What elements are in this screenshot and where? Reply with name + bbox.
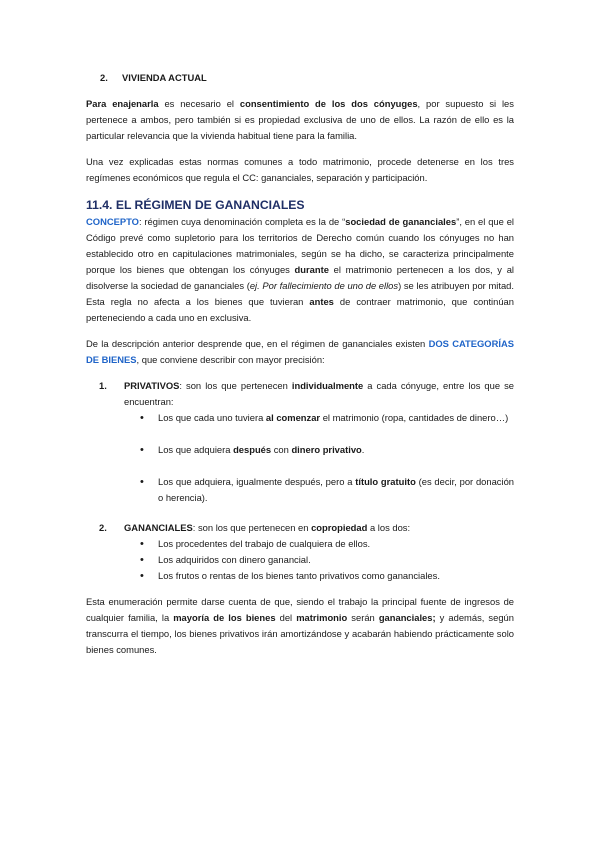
text-run: De la descripción anterior desprende que, en el régimen de gananciales existen xyxy=(86,338,429,349)
text-run: a cada cónyuge, entre los que se encuentran: xyxy=(124,380,514,407)
bullet-item: • Los frutos o rentas de los bienes tanto privativos como gananciales. xyxy=(140,568,514,584)
text-run: , por supuesto si les pertenece a ambos, pero también si es propiedad exclusiva de uno de ellos. La razón de ello es la particular relevancia que la vivienda habitual tiene para la familia. xyxy=(86,98,514,141)
text-run: Esta enumeración permite darse cuenta de que, siendo el trabajo la principal fuente de ingresos de cualquier familia, la xyxy=(86,596,514,623)
bold-text: matrimonio xyxy=(296,612,348,623)
text-run: : régimen cuya denominación completa es la de “ xyxy=(138,216,346,227)
bold-text: después xyxy=(233,444,272,455)
categorias-label: DOS CATEGORÍAS DE BIENES xyxy=(86,338,514,365)
bold-text: gananciales; xyxy=(378,612,436,623)
text-run: . xyxy=(361,444,365,455)
bullet-item: • Los procedentes del trabajo de cualquiera de ellos. xyxy=(140,536,514,552)
text-run: es necesario el xyxy=(158,98,240,109)
list-number: 2. xyxy=(99,522,107,533)
text-run: el matrimonio (ropa, cantidades de dinero…) xyxy=(320,412,509,423)
text-run: de contraer matrimonio, que continúan perteneciendo a cada uno en exclusiva. xyxy=(86,296,514,323)
bullet-item xyxy=(140,442,514,458)
text-run: y además, según transcurra el tiempo, los bienes privativos irán amortizándose y acabarán habiendo prácticamente solo bienes comunes. xyxy=(86,612,514,655)
section-title: 11.4. EL RÉGIMEN DE GANANCIALES xyxy=(86,198,305,212)
text-run: , que conviene describir con mayor precisión: xyxy=(136,354,325,365)
bold-text: al comenzar xyxy=(265,412,321,423)
list-number: 1. xyxy=(99,380,107,391)
gananciales-bullets xyxy=(86,536,514,584)
bold-text: consentimiento de los dos cónyuges xyxy=(239,98,418,109)
text-run: (es decir, por donación o herencia). xyxy=(158,476,514,503)
paragraph-regimenes: Una vez explicadas estas normas comunes a todo matrimonio, procede detenerse en los tres regímenes económicos que regula el CC: gananciales, separación y participación. xyxy=(86,156,514,183)
list-item-gananciales xyxy=(86,520,514,536)
bold-text: dinero privativo xyxy=(291,444,362,455)
text-run: Los que adquiera, igualmente después, pero a xyxy=(158,476,356,487)
subsection-heading xyxy=(86,70,514,86)
text-run: : son los que pertenecen xyxy=(179,380,292,391)
paragraph-enajenar xyxy=(86,96,514,144)
paragraph-categorias xyxy=(86,336,514,368)
document-body xyxy=(86,70,514,658)
paragraph-concepto xyxy=(86,214,514,326)
list-item-privativos xyxy=(86,378,514,410)
text-run: ”, en el que el Código prevé como supletorio para los territorios de Derecho común cuando los cónyuges no han establecido otro en capitulaciones matrimoniales, según se ha dicho, se caracteriza principalmente porque los bienes que obtengan los cónyuges xyxy=(86,216,515,275)
text-run: con xyxy=(271,444,292,455)
bold-text: sociedad de gananciales xyxy=(345,216,457,227)
paragraph-enumeracion xyxy=(86,594,514,658)
text-run: Los que cada uno tuviera xyxy=(158,412,266,423)
privativos-bullets xyxy=(86,410,514,506)
subsection-title: VIVIENDA ACTUAL xyxy=(122,72,207,83)
text-run: ) se les atribuyen por mitad. Esta regla no afecta a los bienes que tuvieran xyxy=(86,280,514,307)
bold-text: durante xyxy=(294,264,329,275)
bullet-item xyxy=(140,474,514,506)
text-run: a los dos: xyxy=(367,522,411,533)
text-run: del xyxy=(275,612,297,623)
italic-text: ej. Por fallecimiento de uno de ellos xyxy=(249,280,399,291)
bold-text: GANANCIALES xyxy=(124,522,193,533)
bullet-item xyxy=(140,410,514,426)
bold-text: PRIVATIVOS xyxy=(124,380,180,391)
bold-text: título gratuito xyxy=(355,476,416,487)
subsection-number: 2. xyxy=(100,72,108,83)
text-run: Los que adquiera xyxy=(158,444,234,455)
text-run: : son los que pertenecen en xyxy=(192,522,312,533)
bold-text: Para enajenarla xyxy=(86,98,159,109)
text-run: serán xyxy=(347,612,379,623)
bold-text: individualmente xyxy=(291,380,364,391)
concepto-label: CONCEPTO xyxy=(86,216,139,227)
bold-text: copropiedad xyxy=(311,522,368,533)
bullet-item: • Los adquiridos con dinero ganancial. xyxy=(140,552,514,568)
bold-text: mayoría de los bienes xyxy=(173,612,276,623)
text-run: el matrimonio pertenecen a los dos, y al disolverse la sociedad de gananciales ( xyxy=(86,264,514,291)
bold-text: antes xyxy=(309,296,334,307)
